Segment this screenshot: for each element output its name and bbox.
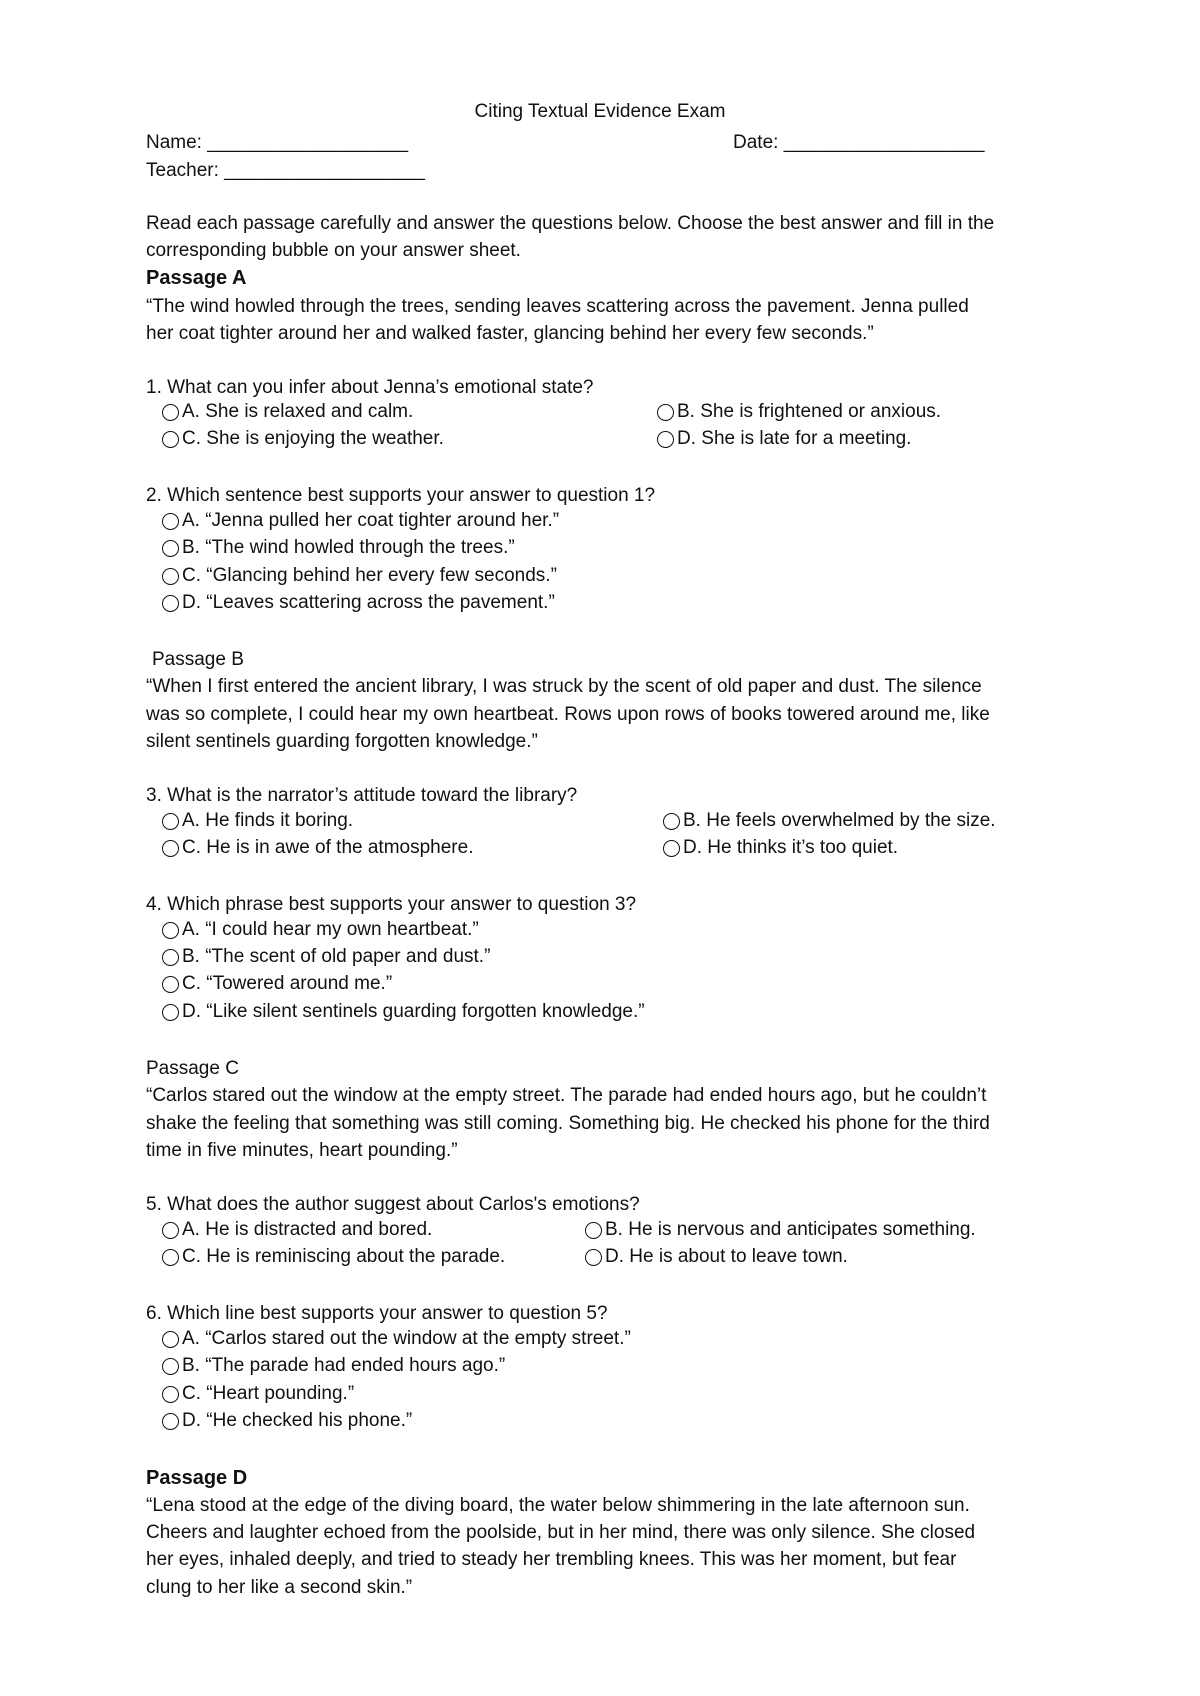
q5-option-c[interactable] [162, 1246, 505, 1268]
q2-option-c[interactable] [162, 565, 557, 587]
q4-option-b-label: B. “The scent of old paper and dust.” [182, 946, 491, 967]
q3-option-b[interactable] [663, 810, 996, 832]
q1-option-a-label: A. She is relaxed and calm. [182, 401, 414, 422]
q3-option-a-label: A. He finds it boring. [182, 810, 354, 831]
q6-option-d-label: D. “He checked his phone.” [182, 1410, 413, 1431]
q3-option-b-label: B. He feels overwhelmed by the size. [683, 810, 996, 831]
passage-d-line-1: “Lena stood at the edge of the diving board, the water below shimmering in the late afternoon sun. [146, 1495, 970, 1516]
q5-option-c-label: C. He is reminiscing about the parade. [182, 1246, 506, 1267]
passage-a-line-2: her coat tighter around her and walked faster, glancing behind her every few seconds.” [146, 323, 874, 344]
q5-option-d[interactable] [585, 1246, 848, 1268]
q4-option-c-label: C. “Towered around me.” [182, 973, 393, 994]
passage-c-heading: Passage C [146, 1058, 239, 1079]
q2-option-a-label: A. “Jenna pulled her coat tighter around her.” [182, 510, 560, 531]
bubble-icon[interactable] [162, 568, 179, 585]
bubble-icon[interactable] [663, 840, 680, 857]
q2-option-b-label: B. “The wind howled through the trees.” [182, 537, 515, 558]
bubble-icon[interactable] [162, 949, 179, 966]
q1-option-c-label: C. She is enjoying the weather. [182, 428, 444, 449]
question-5: 5. What does the author suggest about Carlos's emotions? [146, 1194, 640, 1215]
q4-option-a[interactable] [162, 919, 479, 941]
name-field[interactable]: Name: ___________________ [146, 132, 409, 153]
q6-option-c[interactable] [162, 1383, 354, 1405]
q4-option-c[interactable] [162, 973, 392, 995]
q6-option-b[interactable] [162, 1355, 505, 1377]
bubble-icon[interactable] [162, 1386, 179, 1403]
exam-title: Citing Textual Evidence Exam [474, 101, 726, 122]
q1-option-d[interactable] [657, 428, 911, 450]
bubble-icon[interactable] [162, 431, 179, 448]
bubble-icon[interactable] [162, 1249, 179, 1266]
passage-d-line-4: clung to her like a second skin.” [146, 1577, 413, 1598]
passage-b-heading: Passage B [152, 649, 244, 670]
bubble-icon[interactable] [162, 595, 179, 612]
q3-option-c[interactable] [162, 837, 473, 859]
q1-option-a[interactable] [162, 401, 413, 423]
q4-option-a-label: A. “I could hear my own heartbeat.” [182, 919, 479, 940]
q5-option-b-label: B. He is nervous and anticipates something. [605, 1219, 976, 1240]
q4-option-d-label: D. “Like silent sentinels guarding forgotten knowledge.” [182, 1001, 645, 1022]
q3-option-d[interactable] [663, 837, 898, 859]
question-6: 6. Which line best supports your answer to question 5? [146, 1303, 608, 1324]
date-field[interactable]: Date: ___________________ [733, 132, 985, 153]
passage-d-line-2: Cheers and laughter echoed from the poolside, but in her mind, there was only silence. She closed [146, 1522, 976, 1543]
bubble-icon[interactable] [162, 1331, 179, 1348]
passage-b-line-2: was so complete, I could hear my own heartbeat. Rows upon rows of books towered around me, like [146, 704, 990, 725]
question-4: 4. Which phrase best supports your answer to question 3? [146, 894, 637, 915]
passage-c-line-1: “Carlos stared out the window at the empty street. The parade had ended hours ago, but he couldn’t [146, 1085, 987, 1106]
passage-a-heading: Passage A [146, 267, 247, 289]
q5-option-b[interactable] [585, 1219, 976, 1241]
q5-option-d-label: D. He is about to leave town. [605, 1246, 848, 1267]
bubble-icon[interactable] [162, 1222, 179, 1239]
passage-d-heading: Passage D [146, 1467, 248, 1489]
q4-option-d[interactable] [162, 1001, 645, 1023]
q6-option-d[interactable] [162, 1410, 412, 1432]
teacher-field[interactable]: Teacher: ___________________ [146, 160, 425, 181]
bubble-icon[interactable] [162, 840, 179, 857]
q3-option-c-label: C. He is in awe of the atmosphere. [182, 837, 474, 858]
instructions-line-2: corresponding bubble on your answer sheet. [146, 240, 521, 261]
bubble-icon[interactable] [162, 976, 179, 993]
question-3: 3. What is the narrator’s attitude toward the library? [146, 785, 578, 806]
bubble-icon[interactable] [657, 404, 674, 421]
q6-option-a-label: A. “Carlos stared out the window at the empty street.” [182, 1328, 631, 1349]
passage-b-line-1: “When I first entered the ancient library, I was struck by the scent of old paper and dust. The silence [146, 676, 982, 697]
question-2: 2. Which sentence best supports your answer to question 1? [146, 485, 656, 506]
q5-option-a[interactable] [162, 1219, 432, 1241]
passage-c-line-3: time in five minutes, heart pounding.” [146, 1140, 458, 1161]
bubble-icon[interactable] [585, 1249, 602, 1266]
q4-option-b[interactable] [162, 946, 490, 968]
instructions-line-1: Read each passage carefully and answer the questions below. Choose the best answer and fill in the [146, 213, 995, 234]
q5-option-a-label: A. He is distracted and bored. [182, 1219, 433, 1240]
bubble-icon[interactable] [162, 922, 179, 939]
q2-option-d[interactable] [162, 592, 555, 614]
bubble-icon[interactable] [585, 1222, 602, 1239]
q2-option-b[interactable] [162, 537, 515, 559]
q3-option-d-label: D. He thinks it’s too quiet. [683, 837, 899, 858]
q2-option-a[interactable] [162, 510, 559, 532]
bubble-icon[interactable] [657, 431, 674, 448]
q6-option-a[interactable] [162, 1328, 631, 1350]
q1-option-b[interactable] [657, 401, 941, 423]
q3-option-a[interactable] [162, 810, 353, 832]
q2-option-c-label: C. “Glancing behind her every few seconds.” [182, 565, 557, 586]
bubble-icon[interactable] [663, 813, 680, 830]
passage-b-line-3: silent sentinels guarding forgotten knowledge.” [146, 731, 538, 752]
q6-option-c-label: C. “Heart pounding.” [182, 1383, 355, 1404]
q6-option-b-label: B. “The parade had ended hours ago.” [182, 1355, 506, 1376]
bubble-icon[interactable] [162, 513, 179, 530]
passage-d-line-3: her eyes, inhaled deeply, and tried to steady her trembling knees. This was her moment, but fear [146, 1549, 957, 1570]
q1-option-d-label: D. She is late for a meeting. [677, 428, 912, 449]
bubble-icon[interactable] [162, 404, 179, 421]
passage-c-line-2: shake the feeling that something was still coming. Something big. He checked his phone for the third [146, 1113, 990, 1134]
passage-a-line-1: “The wind howled through the trees, sending leaves scattering across the pavement. Jenna pulled [146, 296, 969, 317]
bubble-icon[interactable] [162, 540, 179, 557]
question-1: 1. What can you infer about Jenna’s emotional state? [146, 377, 594, 398]
q2-option-d-label: D. “Leaves scattering across the pavement.” [182, 592, 555, 613]
bubble-icon[interactable] [162, 813, 179, 830]
q1-option-b-label: B. She is frightened or anxious. [677, 401, 942, 422]
bubble-icon[interactable] [162, 1358, 179, 1375]
bubble-icon[interactable] [162, 1413, 179, 1430]
bubble-icon[interactable] [162, 1004, 179, 1021]
q1-option-c[interactable] [162, 428, 444, 450]
